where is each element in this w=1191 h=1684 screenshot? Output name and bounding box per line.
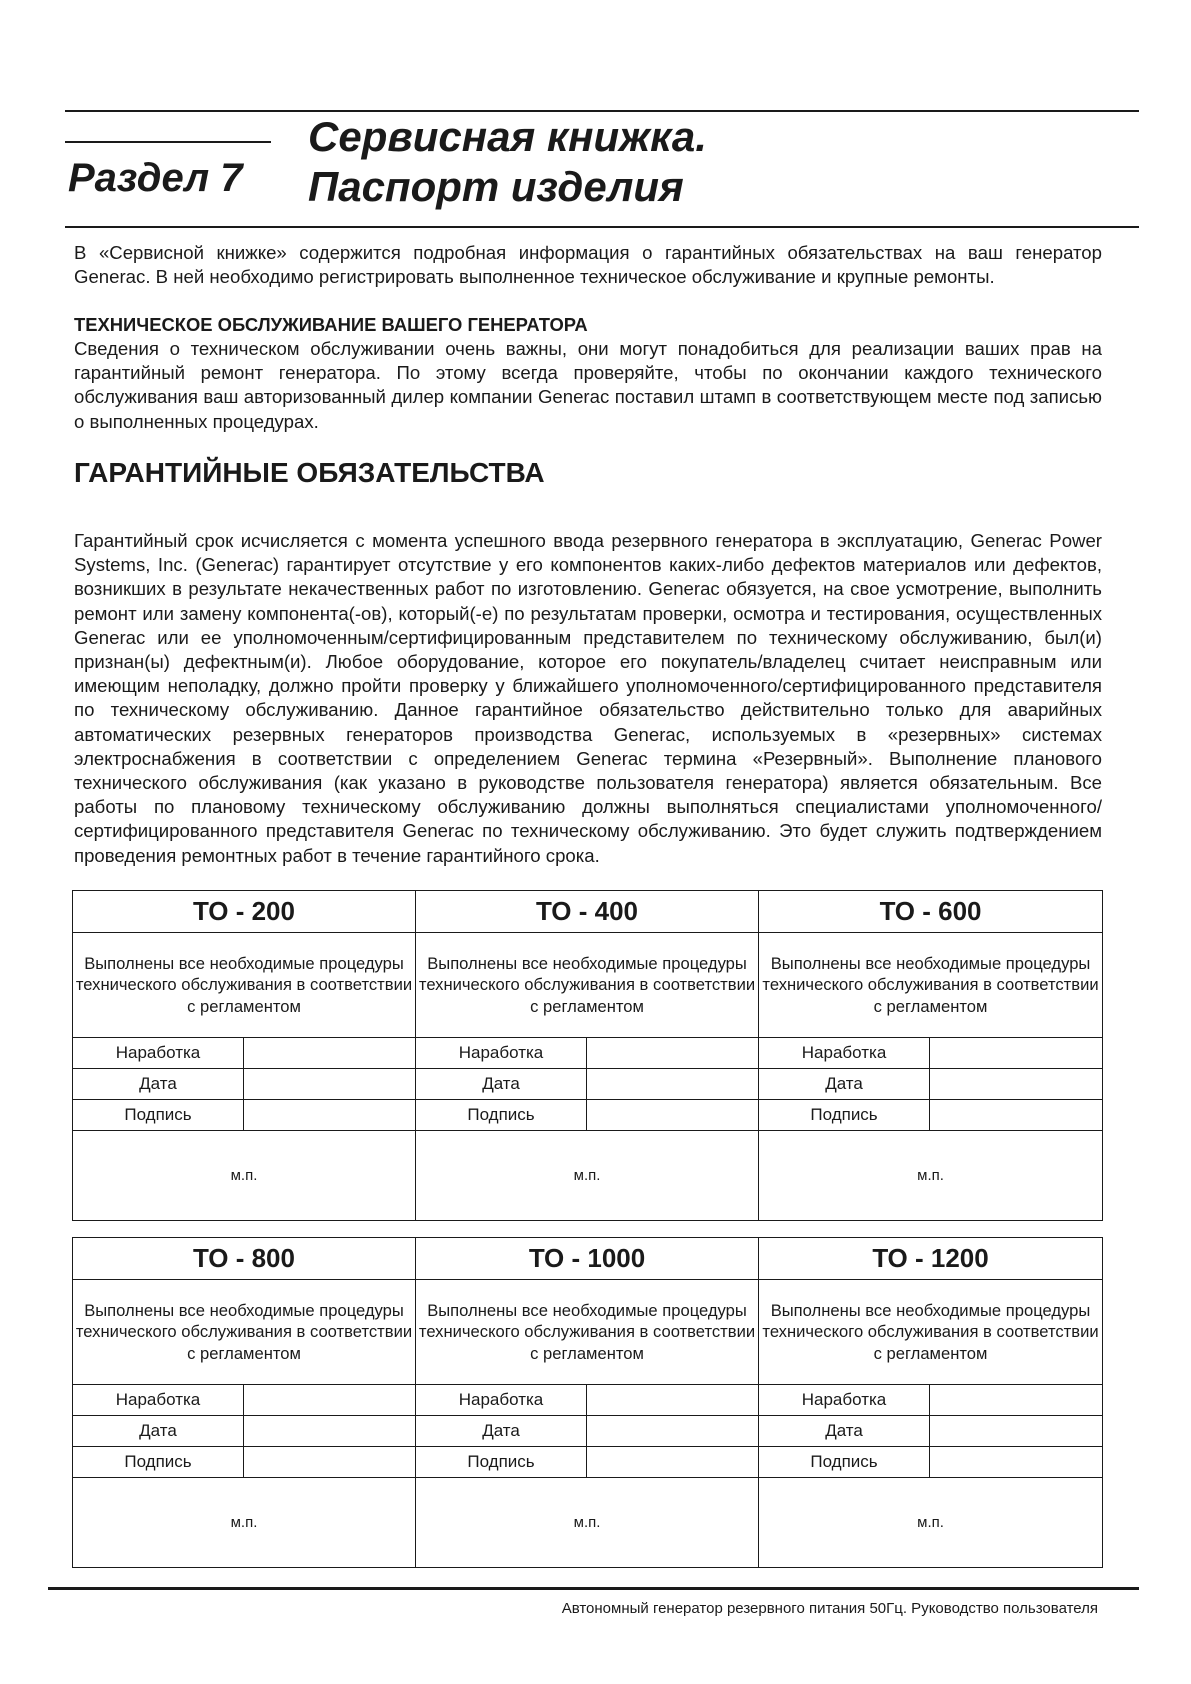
interval-heading: ТО - 400 <box>416 891 759 933</box>
hours-input[interactable] <box>930 1038 1103 1069</box>
interval-heading: ТО - 1000 <box>416 1238 759 1280</box>
signature-input[interactable] <box>244 1447 416 1478</box>
stamp-area: м.п. <box>73 1478 416 1568</box>
date-label: Дата <box>73 1416 244 1447</box>
date-label: Дата <box>73 1069 244 1100</box>
procedures-description: Выполнены все необходимые процедуры технического обслуживания в соответствии с регламентом <box>416 1280 759 1385</box>
hours-label: Наработка <box>416 1385 587 1416</box>
date-input[interactable] <box>244 1069 416 1100</box>
hours-input[interactable] <box>244 1385 416 1416</box>
hours-input[interactable] <box>930 1385 1103 1416</box>
page-title-line-2: Паспорт изделия <box>308 163 684 210</box>
procedures-description: Выполнены все необходимые процедуры технического обслуживания в соответствии с регламентом <box>73 933 416 1038</box>
date-input[interactable] <box>244 1416 416 1447</box>
signature-label: Подпись <box>416 1447 587 1478</box>
procedures-description: Выполнены все необходимые процедуры технического обслуживания в соответствии с регламентом <box>759 1280 1103 1385</box>
footer-text: Автономный генератор резервного питания 50Гц. Руководство пользователя <box>561 1600 1098 1617</box>
date-label: Дата <box>416 1069 587 1100</box>
signature-label: Подпись <box>416 1100 587 1131</box>
warranty-heading: ГАРАНТИЙНЫЕ ОБЯЗАТЕЛЬСТВА <box>74 457 545 488</box>
hours-label: Наработка <box>73 1385 244 1416</box>
signature-label: Подпись <box>73 1447 244 1478</box>
interval-heading: ТО - 200 <box>73 891 416 933</box>
page-title <box>308 112 707 212</box>
signature-input[interactable] <box>244 1100 416 1131</box>
hours-input[interactable] <box>587 1038 759 1069</box>
intro-paragraph: В «Сервисной книжке» содержится подробная информация о гарантийных обязательствах на ваш генератор Generac. В ней необходимо регистрировать выполненное техническое обслуживание и крупные ремонты. <box>74 242 1102 288</box>
procedures-description: Выполнены все необходимые процедуры технического обслуживания в соответствии с регламентом <box>73 1280 416 1385</box>
maintenance-heading: ТЕХНИЧЕСКОЕ ОБСЛУЖИВАНИЕ ВАШЕГО ГЕНЕРАТОРА <box>74 314 588 335</box>
date-input[interactable] <box>930 1069 1103 1100</box>
interval-heading: ТО - 800 <box>73 1238 416 1280</box>
section-label: Раздел 7 <box>68 156 243 200</box>
footer-rule <box>48 1587 1139 1590</box>
hours-input[interactable] <box>587 1385 759 1416</box>
hours-label: Наработка <box>73 1038 244 1069</box>
stamp-area: м.п. <box>416 1131 759 1221</box>
procedures-description: Выполнены все необходимые процедуры технического обслуживания в соответствии с регламентом <box>416 933 759 1038</box>
stamp-area: м.п. <box>73 1131 416 1221</box>
page-title-line-1: Сервисная книжка. <box>308 113 707 160</box>
hours-label: Наработка <box>416 1038 587 1069</box>
signature-input[interactable] <box>930 1100 1103 1131</box>
hours-label: Наработка <box>759 1038 930 1069</box>
date-label: Дата <box>759 1069 930 1100</box>
date-input[interactable] <box>587 1416 759 1447</box>
signature-input[interactable] <box>930 1447 1103 1478</box>
section-label-rule <box>65 141 271 143</box>
signature-label: Подпись <box>759 1447 930 1478</box>
stamp-area: м.п. <box>416 1478 759 1568</box>
signature-input[interactable] <box>587 1447 759 1478</box>
signature-label: Подпись <box>759 1100 930 1131</box>
procedures-description: Выполнены все необходимые процедуры технического обслуживания в соответствии с регламентом <box>759 933 1103 1038</box>
date-input[interactable] <box>587 1069 759 1100</box>
maintenance-section <box>74 313 1102 434</box>
maintenance-paragraph: Сведения о техническом обслуживании очень важны, они могут понадобиться для реализации ваших прав на гарантийный ремонт генератора. По этому всегда проверяйте, чтобы по окончании каждого технического обслуживания ваш авторизованный дилер компании Generac поставил штамп в соответствующем месте под записью о выполненных процедурах. <box>74 338 1102 432</box>
stamp-area: м.п. <box>759 1131 1103 1221</box>
service-record-table-1 <box>72 890 1103 1221</box>
stamp-area: м.п. <box>759 1478 1103 1568</box>
date-label: Дата <box>416 1416 587 1447</box>
hours-label: Наработка <box>759 1385 930 1416</box>
signature-input[interactable] <box>587 1100 759 1131</box>
header-bottom-rule <box>65 226 1139 228</box>
signature-label: Подпись <box>73 1100 244 1131</box>
interval-heading: ТО - 1200 <box>759 1238 1103 1280</box>
hours-input[interactable] <box>244 1038 416 1069</box>
date-input[interactable] <box>930 1416 1103 1447</box>
service-record-table-2 <box>72 1237 1103 1568</box>
interval-heading: ТО - 600 <box>759 891 1103 933</box>
date-label: Дата <box>759 1416 930 1447</box>
warranty-paragraph: Гарантийный срок исчисляется с момента успешного ввода резервного генератора в эксплуатацию, Generac Power Systems, Inc. (Generac) гарантирует отсутствие у его компонентов каких-либо дефектов материалов или дефектов, возникших в результате некачественных работ по изготовлению. Generac обязуется, на свое усмотрение, выполнить ремонт или замену компонента(-ов), который(-е) по результатам проверки, осмотра и тестирования, осуществленных Generac или ее уполномоченным/сертифицированным представителем по техническому обслуживанию, был(и) признан(ы) дефектным(и). Любое оборудование, которое его покупатель/владелец считает неисправным или имеющим неполадку, должно пройти проверку у ближайшего уполномоченного/сертифицированного представителя по техническому обслуживанию. Данное гарантийное обязательство действительно только для аварийных автоматических резервных генераторов производства Generac, используемых в «резервных» системах электроснабжения в соответствии с определением Generac термина «Резервный». Выполнение планового технического обслуживания (как указано в руководстве пользователя генератора) является обязательным. Все работы по плановому техническому обслуживанию должны выполняться специалистами уполномоченного/сертифицированного представителя Generac по техническому обслуживанию. Это будет служить подтверждением проведения ремонтных работ в течение гарантийного срока. <box>74 530 1102 866</box>
